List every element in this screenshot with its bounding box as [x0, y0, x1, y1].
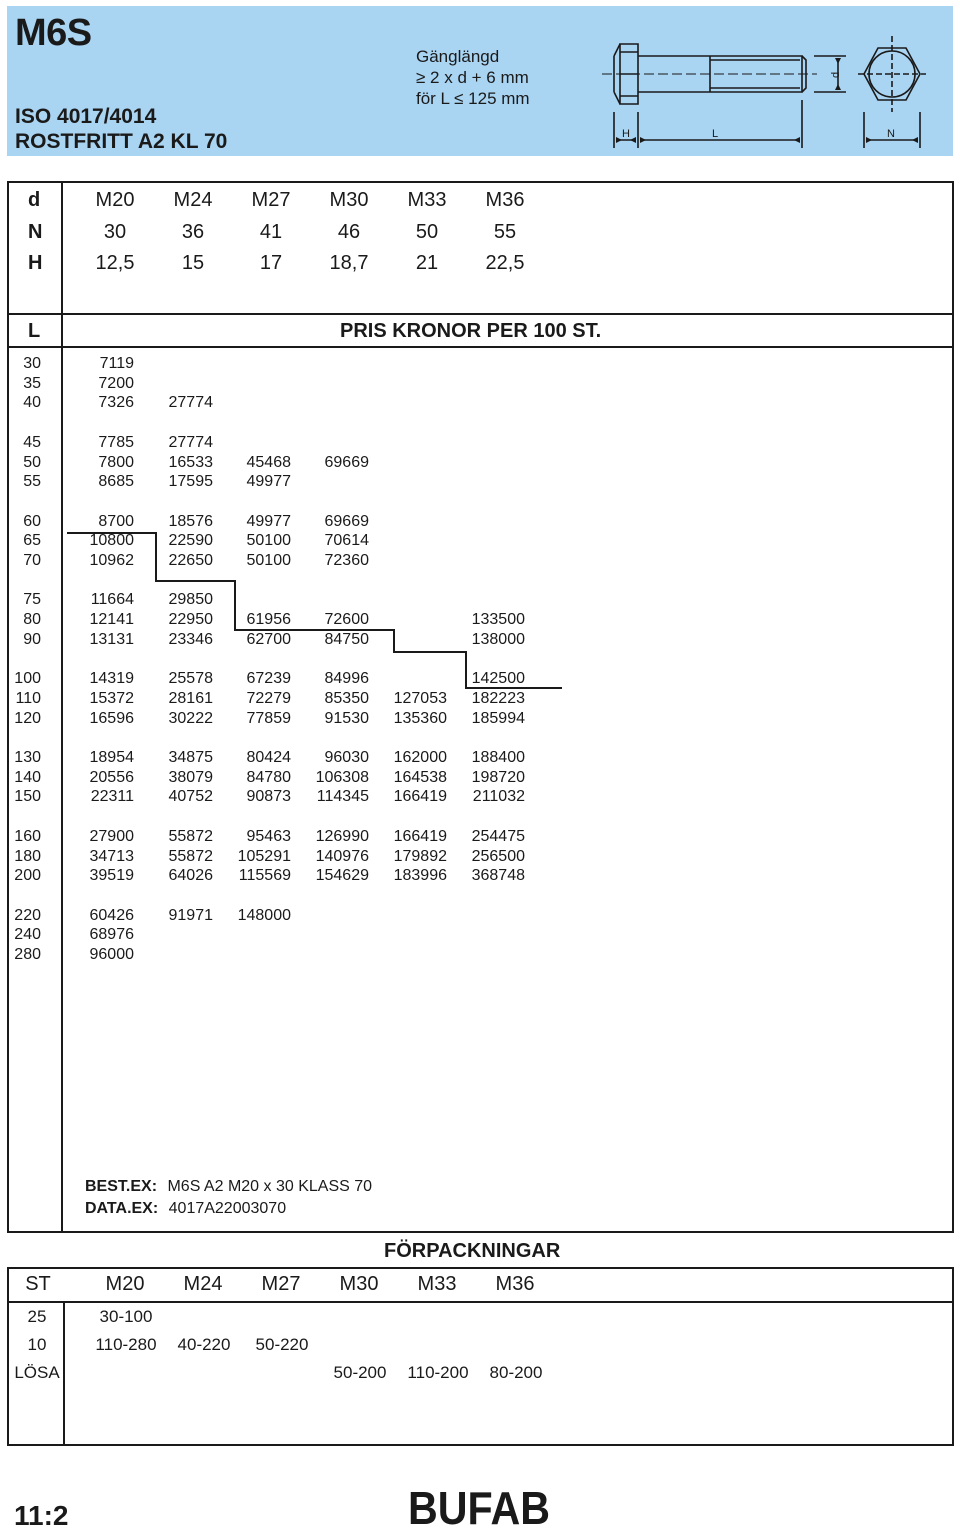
price-cell: 69669 — [324, 453, 369, 471]
dim-h-m27: 17 — [259, 252, 283, 274]
standard-line-2: ROSTFRITT A2 KL 70 — [15, 130, 228, 153]
price-cell: 16533 — [168, 453, 213, 471]
price-cell: 115569 — [238, 867, 291, 885]
dim-n-m24: 36 — [181, 221, 205, 243]
dim-n-m27: 41 — [259, 221, 283, 243]
drawing-label-n: N — [887, 128, 895, 140]
order-example-value: M6S A2 M20 x 30 KLASS 70 — [167, 1178, 373, 1195]
price-cell: 179892 — [393, 847, 447, 865]
price-cell: 127053 — [393, 689, 447, 707]
packaging-range: 40-220 — [177, 1335, 231, 1354]
price-cell: 50100 — [246, 532, 291, 550]
price-cell: 84750 — [324, 630, 369, 648]
price-cell: 72360 — [324, 552, 369, 569]
price-cell: 7326 — [98, 394, 134, 412]
price-cell: 55872 — [168, 847, 213, 865]
packaging-col-m30: M30 — [339, 1273, 379, 1295]
price-cell: 64026 — [168, 867, 213, 885]
price-cell: 30222 — [168, 709, 213, 727]
price-cell: 183996 — [393, 867, 447, 885]
packaging-range: 50-200 — [333, 1363, 387, 1382]
packaging-col-m36: M36 — [495, 1273, 535, 1295]
price-cell: 91971 — [168, 906, 213, 924]
price-cell: 198720 — [471, 768, 525, 786]
length-value: 200 — [14, 867, 41, 885]
length-value: 140 — [14, 768, 41, 786]
length-value: 35 — [23, 374, 41, 392]
price-cell: 12141 — [89, 611, 134, 629]
thread-note-line-1: Gänglängd — [416, 47, 500, 66]
price-cell: 166419 — [393, 788, 447, 806]
price-cell: 7200 — [98, 374, 134, 392]
packaging-range: 110-280 — [95, 1335, 157, 1354]
price-cell: 18954 — [89, 749, 134, 766]
price-cell: 38079 — [168, 768, 213, 786]
price-cell: 7800 — [98, 453, 134, 471]
price-cell: 8700 — [98, 512, 134, 530]
length-value: 75 — [23, 591, 41, 609]
dim-h-m20: 12,5 — [95, 252, 135, 274]
dimension-section-divider — [7, 313, 954, 315]
standard-line-1: ISO 4017/4014 — [15, 105, 157, 128]
price-cell: 85350 — [324, 689, 369, 707]
price-cell: 7785 — [98, 433, 134, 451]
product-code: M6S — [15, 12, 92, 54]
price-cell: 95463 — [246, 827, 291, 845]
price-cell: 27774 — [168, 433, 213, 451]
label-column-divider — [61, 181, 63, 1233]
price-cell: 142500 — [471, 670, 525, 688]
price-cell: 70614 — [324, 532, 369, 550]
drawing-label-h: H — [622, 128, 630, 140]
length-value: 110 — [15, 689, 41, 707]
price-cell: 49977 — [246, 512, 291, 530]
length-value: 70 — [23, 552, 41, 569]
length-value: 160 — [14, 827, 41, 845]
bolt-drawing — [592, 20, 948, 146]
dim-h-m30: 18,7 — [329, 252, 369, 274]
price-cell: 10962 — [89, 552, 134, 569]
price-cell: 16596 — [89, 709, 134, 727]
length-value: 280 — [14, 946, 41, 963]
price-cell: 17595 — [168, 473, 213, 491]
length-value: 120 — [14, 709, 41, 727]
price-cell: 77859 — [246, 709, 291, 727]
dim-n-m36: 55 — [493, 221, 517, 243]
packaging-col-m27: M27 — [261, 1273, 301, 1295]
price-cell: 27900 — [89, 827, 134, 845]
length-value: 60 — [23, 512, 41, 530]
price-cell: 91530 — [324, 709, 369, 727]
thread-length-note — [416, 46, 530, 109]
price-cell: 105291 — [237, 847, 291, 865]
price-cell: 14319 — [89, 670, 134, 688]
dim-d-m27: M27 — [251, 189, 291, 211]
price-cell: 10800 — [89, 532, 134, 550]
price-cell: 148000 — [237, 906, 291, 924]
length-value: 150 — [14, 788, 41, 806]
price-cell: 84996 — [324, 670, 369, 688]
length-value: 30 — [23, 355, 41, 372]
packaging-title: FÖRPACKNINGAR — [384, 1240, 561, 1262]
price-cell: 22950 — [168, 611, 213, 629]
packaging-st-value: 25 — [27, 1307, 47, 1326]
dim-h-m24: 15 — [181, 252, 205, 274]
length-value: 90 — [23, 630, 41, 648]
dim-d-m33: M33 — [407, 189, 447, 211]
drawing-label-l: L — [712, 128, 719, 140]
length-column-header: L — [28, 320, 41, 342]
price-cell: 68976 — [89, 926, 134, 944]
price-cell: 7119 — [99, 355, 134, 372]
price-cell: 140976 — [315, 847, 369, 865]
packaging-st-divider — [63, 1301, 65, 1446]
length-value: 240 — [14, 926, 41, 944]
price-cell: 96000 — [89, 946, 134, 963]
header-band — [7, 6, 953, 156]
dim-h-m33: 21 — [415, 252, 439, 274]
packaging-st-value: LÖSA — [14, 1363, 60, 1382]
price-cell: 23346 — [168, 630, 213, 648]
price-cell: 22650 — [168, 552, 213, 569]
length-value: 65 — [23, 532, 41, 550]
length-value: 55 — [23, 473, 41, 491]
price-cell: 84780 — [246, 768, 291, 786]
dim-n-m20: 30 — [103, 221, 127, 243]
price-cell: 69669 — [324, 512, 369, 530]
price-cell: 154629 — [315, 867, 369, 885]
price-cell: 13131 — [89, 630, 134, 648]
dim-d-m20: M20 — [95, 189, 135, 211]
price-cell: 27774 — [168, 394, 213, 412]
price-cell: 166419 — [393, 827, 447, 845]
price-cell: 67239 — [246, 670, 291, 688]
price-cell: 96030 — [324, 749, 369, 766]
price-cell: 138000 — [471, 630, 525, 648]
data-example — [85, 1200, 286, 1218]
price-cell: 133500 — [471, 611, 525, 629]
packaging-col-m24: M24 — [183, 1273, 223, 1295]
length-value: 80 — [23, 611, 41, 629]
dim-label-n: N — [28, 221, 43, 243]
data-example-label: DATA.EX: — [85, 1200, 159, 1217]
price-cell: 50100 — [246, 552, 291, 569]
price-cell: 126990 — [315, 827, 369, 845]
packaging-col-m33: M33 — [417, 1273, 457, 1295]
thread-note-line-2: ≥ 2 x d + 6 mm — [416, 68, 529, 87]
price-cell: 80424 — [246, 749, 291, 766]
length-value: 50 — [23, 453, 41, 471]
price-cell: 11664 — [90, 591, 134, 609]
price-cell: 22590 — [168, 532, 213, 550]
price-cell: 164538 — [393, 768, 447, 786]
price-cell: 254475 — [471, 827, 525, 845]
price-cell: 185994 — [471, 709, 525, 727]
price-cell: 8685 — [98, 473, 134, 491]
standard-text — [15, 104, 227, 154]
price-cell: 72600 — [324, 611, 369, 629]
dim-label-d: d — [28, 189, 41, 211]
dim-label-h: H — [28, 252, 43, 274]
price-cell: 368748 — [471, 867, 525, 885]
price-cell: 25578 — [168, 670, 213, 688]
price-cell: 182223 — [471, 689, 525, 707]
thread-note-line-3: för L ≤ 125 mm — [416, 89, 530, 108]
dim-d-m36: M36 — [485, 189, 525, 211]
price-cell: 34713 — [89, 847, 134, 865]
packaging-col-m20: M20 — [105, 1273, 145, 1295]
price-cell: 211032 — [472, 788, 525, 806]
dim-d-m24: M24 — [173, 189, 213, 211]
price-cell: 90873 — [246, 788, 291, 806]
price-cell: 20556 — [89, 768, 134, 786]
length-value: 180 — [14, 847, 41, 865]
dim-n-m30: 46 — [337, 221, 361, 243]
packaging-range: 110-200 — [407, 1363, 469, 1382]
price-cell: 28161 — [168, 689, 213, 707]
order-example-label: BEST.EX: — [85, 1178, 158, 1195]
price-cell: 29850 — [168, 591, 213, 609]
price-cell: 49977 — [246, 473, 291, 491]
packaging-range: 50-220 — [255, 1335, 309, 1354]
data-example-value: 4017A22003070 — [168, 1200, 287, 1217]
length-value: 220 — [14, 906, 41, 924]
price-cell: 114345 — [316, 788, 369, 806]
price-cell: 45468 — [246, 453, 291, 471]
price-cell: 162000 — [393, 749, 447, 766]
price-cell: 22311 — [90, 788, 134, 806]
packaging-range: 80-200 — [489, 1363, 543, 1382]
length-value: 45 — [23, 433, 41, 451]
price-cell: 39519 — [89, 867, 134, 885]
dim-h-m36: 22,5 — [485, 252, 525, 274]
packaging-header-divider — [7, 1301, 954, 1303]
price-cell: 40752 — [168, 788, 213, 806]
price-header-divider — [7, 346, 954, 348]
order-example — [85, 1178, 372, 1196]
drawing-label-d: d — [830, 71, 842, 78]
price-cell: 15372 — [89, 689, 134, 707]
packaging-st-value: 10 — [27, 1335, 47, 1354]
packaging-range: 30-100 — [99, 1307, 153, 1326]
dim-n-m33: 50 — [415, 221, 439, 243]
length-value: 40 — [23, 394, 41, 412]
price-cell: 61956 — [246, 611, 291, 629]
page-number: 11:2 — [14, 1500, 69, 1531]
price-cell: 72279 — [246, 689, 291, 707]
bufab-logo — [408, 1482, 550, 1534]
length-value: 130 — [14, 749, 41, 766]
price-cell: 188400 — [471, 749, 525, 766]
price-cell: 18576 — [168, 512, 213, 530]
dim-d-m30: M30 — [329, 189, 369, 211]
packaging-st-header: ST — [25, 1273, 51, 1295]
length-value: 100 — [14, 670, 41, 688]
price-cell: 256500 — [471, 847, 525, 865]
svg-text:BUFAB: BUFAB — [408, 1482, 550, 1534]
price-cell: 60426 — [89, 906, 134, 924]
price-cell: 106308 — [315, 768, 369, 786]
price-cell: 62700 — [246, 630, 291, 648]
price-cell: 55872 — [168, 827, 213, 845]
price-cell: 34875 — [168, 749, 213, 766]
price-cell: 135360 — [393, 709, 447, 727]
price-table-title: PRIS KRONOR PER 100 ST. — [340, 320, 602, 342]
